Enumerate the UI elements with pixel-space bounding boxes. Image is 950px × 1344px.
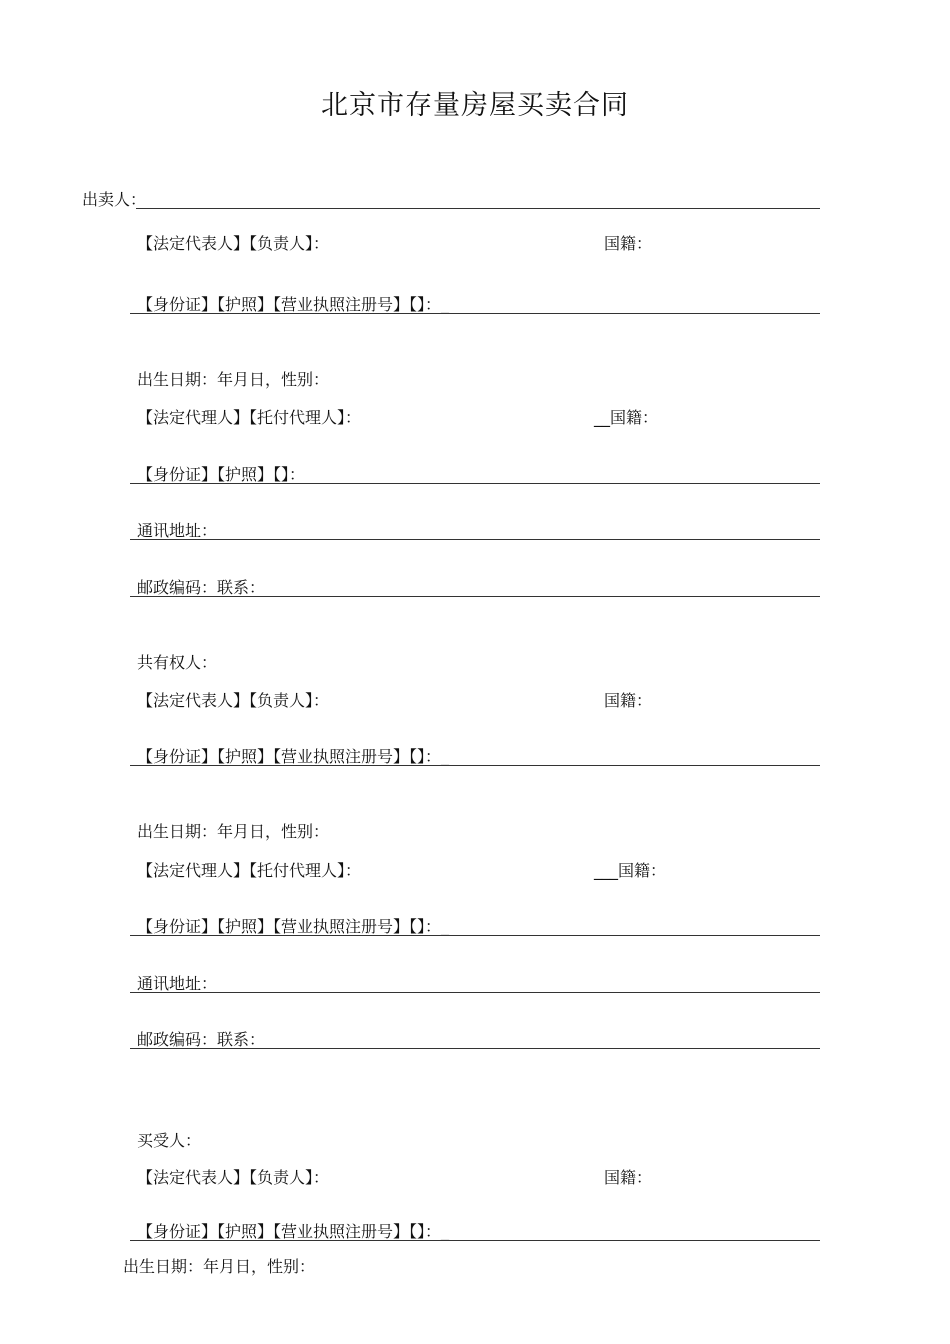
co-owner-agent-id-line [130, 935, 820, 936]
buyer-birth: 出生日期：年月日，性别： [123, 1257, 316, 1276]
buyer-legal-rep: 【法定代表人】【负责人】： [137, 1168, 330, 1187]
seller-label: 出卖人： [82, 190, 147, 209]
co-owner-label: 共有权人： [137, 653, 218, 672]
seller-agent-id-line [130, 483, 820, 484]
co-owner-address: 通讯地址： [137, 974, 218, 993]
co-owner-agent-id: 【身份证】【护照】【营业执照注册号】【】：_ [137, 917, 450, 936]
co-owner-postal-line [130, 1048, 820, 1049]
seller-id: 【身份证】【护照】【营业执照注册号】【】：_ [137, 295, 450, 314]
buyer-id: 【身份证】【护照】【营业执照注册号】【】：_ [137, 1222, 450, 1241]
seller-agent: 【法定代理人】【托付代理人】： [137, 408, 362, 427]
co-owner-postal: 邮政编码：联系： [137, 1030, 266, 1049]
document-title: 北京市存量房屋买卖合同 [321, 90, 629, 121]
seller-id-line [130, 313, 820, 314]
co-owner-id: 【身份证】【护照】【营业执照注册号】【】：_ [137, 747, 450, 766]
buyer-id-line [130, 1240, 820, 1241]
buyer-nationality: 国籍： [604, 1168, 653, 1187]
co-owner-agent-nationality: ___国籍： [594, 861, 667, 880]
buyer-label: 买受人： [137, 1131, 202, 1150]
co-owner-id-line [130, 765, 820, 766]
seller-birth: 出生日期：年月日，性别： [137, 370, 330, 389]
seller-address-line [130, 539, 820, 540]
seller-nationality: 国籍： [604, 234, 653, 253]
co-owner-agent: 【法定代理人】【托付代理人】： [137, 861, 362, 880]
seller-postal-line [130, 596, 820, 597]
seller-legal-rep: 【法定代表人】【负责人】： [137, 234, 330, 253]
co-owner-nationality: 国籍： [604, 691, 653, 710]
seller-line [136, 208, 820, 209]
co-owner-legal-rep: 【法定代表人】【负责人】： [137, 691, 330, 710]
seller-agent-id: 【身份证】【护照】【】： [137, 465, 306, 484]
seller-postal: 邮政编码：联系： [137, 578, 266, 597]
co-owner-address-line [130, 992, 820, 993]
seller-agent-nationality: __国籍： [594, 408, 659, 427]
co-owner-birth: 出生日期：年月日，性别： [137, 822, 330, 841]
seller-address: 通讯地址： [137, 521, 218, 540]
